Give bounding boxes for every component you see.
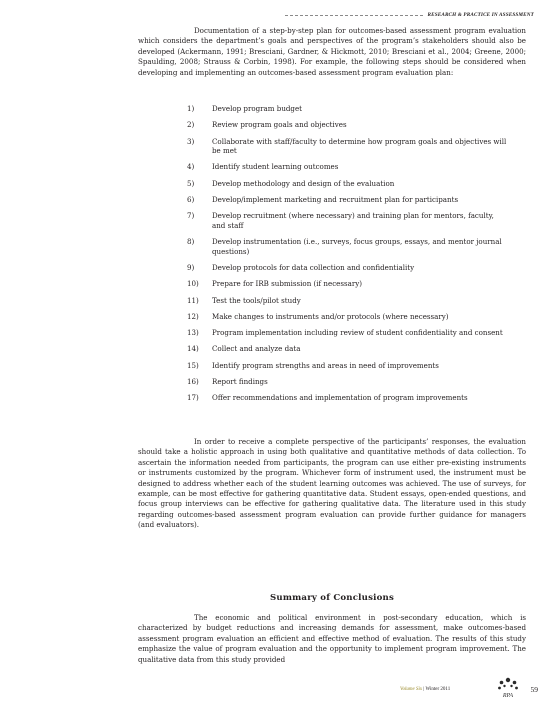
running-header	[285, 9, 534, 21]
step-number: 6)	[187, 195, 195, 204]
step-number: 7)	[187, 211, 195, 221]
list-item	[187, 296, 507, 306]
intro-paragraph: Documentation of a step-by-step plan for outcomes-based assessment program evaluation which considers the department’s goals and perspectives of the program’s stakeholders should also be developed (Ackermann, 1991; Bresciani, Gardner, & Hickmott, 2010; Bresciani et al., 2004; Greene, 2000; Spaulding, 2008; Strauss & Corbin, 1998). For example, the following steps should be considered when developing and implementing an outcomes-based assessment program evaluation plan:	[138, 26, 526, 77]
step-text: Develop recruitment (where necessary) and training plan for mentors, faculty, and staff	[212, 211, 494, 230]
step-text: Develop instrumentation (i.e., surveys, focus groups, essays, and mentor journal questions)	[212, 237, 502, 256]
step-text: Develop protocols for data collection and confidentiality	[212, 263, 415, 273]
step-number: 3)	[187, 136, 195, 146]
list-item	[187, 279, 507, 289]
list-item	[187, 120, 507, 130]
list-item	[187, 377, 507, 387]
step-text: Make changes to instruments and/or protocols (where necessary)	[212, 311, 449, 321]
step-text: Identify program strengths and areas in need of improvements	[212, 360, 439, 370]
running-head-title: RESEARCH & PRACTICE IN ASSESSMENT	[427, 12, 534, 18]
step-text: Test the tools/pilot study	[212, 295, 301, 305]
step-number: 14)	[187, 344, 199, 354]
issue-separator: |	[422, 687, 426, 692]
step-text: Program implementation including review of student confidentiality and consent	[212, 328, 503, 338]
step-number: 5)	[187, 178, 195, 188]
list-item	[187, 328, 507, 338]
step-text: Report findings	[212, 377, 268, 386]
holistic-approach-paragraph: In order to receive a complete perspective of the participants’ responses, the evaluation should take a holistic approach in using both qualitative and quantitative methods of data collection. To ascertain the information needed from participants, the program can use either pre-existing instruments or instruments customized by the program. Whichever form of instrument used, the instrument must be designed to address whether each of the student learning outcomes was achieved. The use of surveys, for example, can be most effective for gathering quantitative data. Student essays, open-ended questions, and focus group interviews can be effective for gathering qualitative data. The literature used in this study regarding outcomes-based assessment program evaluation can provide further guidance for managers (and evaluators).	[138, 437, 526, 530]
step-text: Prepare for IRB submission (if necessary)	[212, 279, 363, 289]
evaluation-steps-list	[187, 104, 507, 403]
header-rule	[285, 15, 423, 16]
issue-info	[400, 687, 450, 692]
step-text: Develop/implement marketing and recruitment plan for participants	[212, 195, 459, 204]
step-number: 12)	[187, 311, 199, 321]
issue-season: Winter 2011	[425, 687, 451, 692]
list-item	[187, 162, 507, 172]
conclusions-paragraph: The economic and political environment in post-secondary education, which is characterized by budget reductions and increasing demands for assessment, make outcomes-based assessment program evaluation an efficient and effective method of evaluation. The results of this study emphasize the value of program evaluation and the opportunity to implement program improvement. The qualitative data from this study provided	[138, 613, 526, 664]
step-text: Review program goals and objectives	[212, 120, 347, 130]
list-item	[187, 344, 507, 354]
list-item	[187, 312, 507, 322]
list-item	[187, 393, 507, 403]
step-number: 9)	[187, 263, 195, 273]
list-item	[187, 211, 507, 230]
step-number: 15)	[187, 360, 199, 370]
page-footer	[400, 675, 538, 703]
step-number: 1)	[187, 104, 195, 113]
step-number: 11)	[187, 295, 199, 305]
step-number: 2)	[187, 120, 195, 130]
step-number: 8)	[187, 237, 195, 247]
list-item	[187, 104, 507, 114]
logo-text: RPA	[502, 693, 514, 699]
step-text: Develop program budget	[212, 104, 303, 113]
page-number: 59	[530, 685, 538, 694]
rpa-logo-icon	[496, 675, 520, 701]
step-number: 17)	[187, 393, 199, 403]
step-number: 13)	[187, 328, 199, 338]
list-item	[187, 195, 507, 205]
volume-label: Volume Six	[400, 687, 423, 692]
step-text: Collect and analyze data	[212, 344, 301, 354]
step-number: 10)	[187, 279, 199, 289]
step-text: Develop methodology and design of the evaluation	[212, 178, 395, 188]
list-item	[187, 137, 507, 156]
section-heading: Summary of Conclusions	[269, 593, 395, 603]
step-number: 16)	[187, 377, 199, 386]
list-item	[187, 263, 507, 273]
step-text: Collaborate with staff/faculty to determine how program goals and objectives will be met	[212, 136, 507, 156]
list-item	[187, 179, 507, 189]
list-item	[187, 361, 507, 371]
step-text: Identify student learning outcomes	[212, 162, 339, 172]
step-number: 4)	[187, 162, 195, 172]
list-item	[187, 237, 507, 256]
step-text: Offer recommendations and implementation of program improvements	[212, 393, 468, 403]
